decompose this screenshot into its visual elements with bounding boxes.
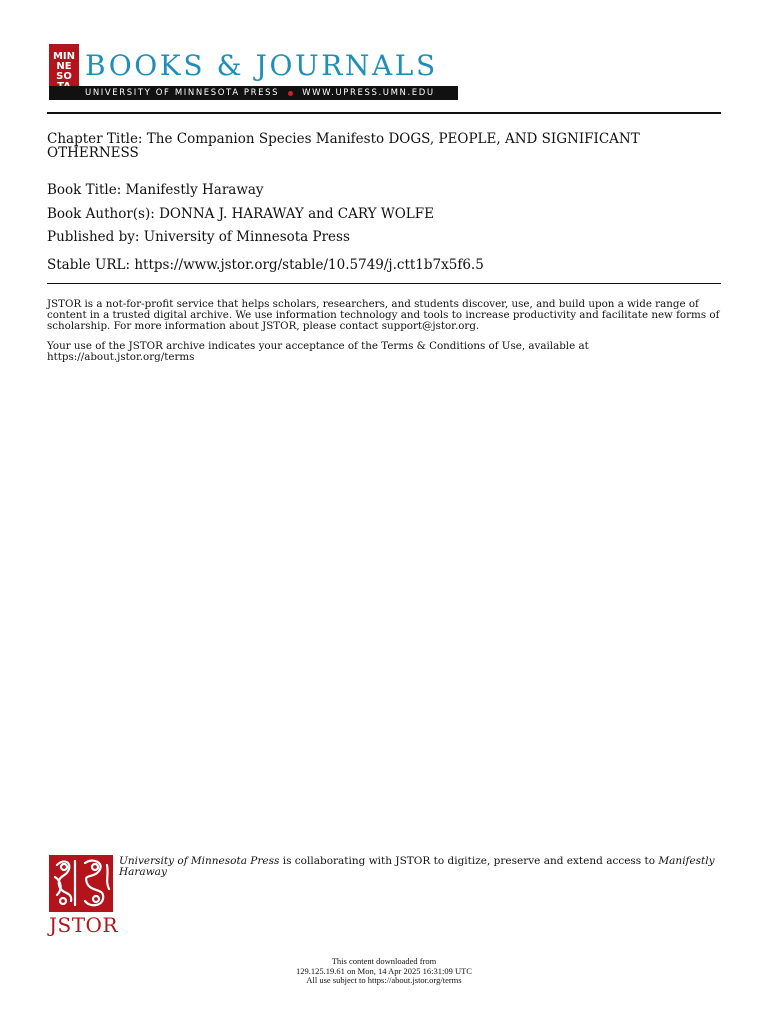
stable-url [47,258,727,272]
publisher [47,230,727,244]
footer-line-1: This content downloaded from [331,956,437,966]
chapter-title [47,132,727,160]
jstor-notice: JSTOR is a not-for-profit service that helps scholars, researchers, and students discover, use, and build upon a wide range of content in a trusted digital archive. We use information technology and tools to increase productivity and facilitate new forms of scholarship. For more information about JSTOR, please contact support@jstor.org. [47,298,720,332]
logo-letters-2: NE [56,61,72,72]
brand-bar-url[interactable]: WWW.UPRESS.UMN.EDU [302,88,435,98]
book-authors-label: Book Author(s): [47,206,155,222]
logo-letters-1: MIN [52,51,76,62]
book-title-label: Book Title: [47,182,122,198]
download-footer [0,957,768,986]
chapter-title-label: Chapter Title: [47,131,143,147]
jstor-wordmark: JSTOR [49,913,119,937]
book-authors [47,207,727,221]
collaboration-text: is collaborating with JSTOR to digitize, preserve and extend access to [279,855,659,867]
brand-bar [49,86,458,100]
book-title [47,183,727,197]
book-title-value: Manifestly Haraway [125,182,264,198]
book-authors-value: DONNA J. HARAWAY and CARY WOLFE [159,206,434,222]
chapter-title-value: The Companion Species Manifesto DOGS, PEOPLE, AND SIGNIFICANT OTHERNESS [47,131,640,161]
stable-url-label: Stable URL: [47,257,131,273]
collaboration-book: Manifestly Haraway [119,855,715,878]
footer-line-2: 129.125.19.61 on Mon, 14 Apr 2025 16:31:09 UTC [296,965,472,976]
stable-url-link[interactable]: https://www.jstor.org/stable/10.5749/j.ctt1b7x5f6.5 [134,257,484,273]
middle-divider [47,283,721,284]
brand-bar-publisher: UNIVERSITY OF MINNESOTA PRESS [85,88,280,98]
publisher-value: University of Minnesota Press [143,229,350,245]
brand-title: BOOKS & JOURNALS [85,49,438,82]
publisher-label: Published by: [47,229,140,245]
top-divider [47,112,721,114]
logo-letters-3: SO [56,71,72,82]
jstor-logo-icon [49,855,113,912]
collaboration-statement [119,856,719,878]
footer-line-3: All use subject to https://about.jstor.org/terms [306,975,462,985]
collaboration-publisher: University of Minnesota Press [119,855,280,867]
terms-notice: Your use of the JSTOR archive indicates your acceptance of the Terms & Conditions of Use, available at https://about.jstor.org/terms [47,340,589,363]
bullet-dot-icon [288,91,293,96]
